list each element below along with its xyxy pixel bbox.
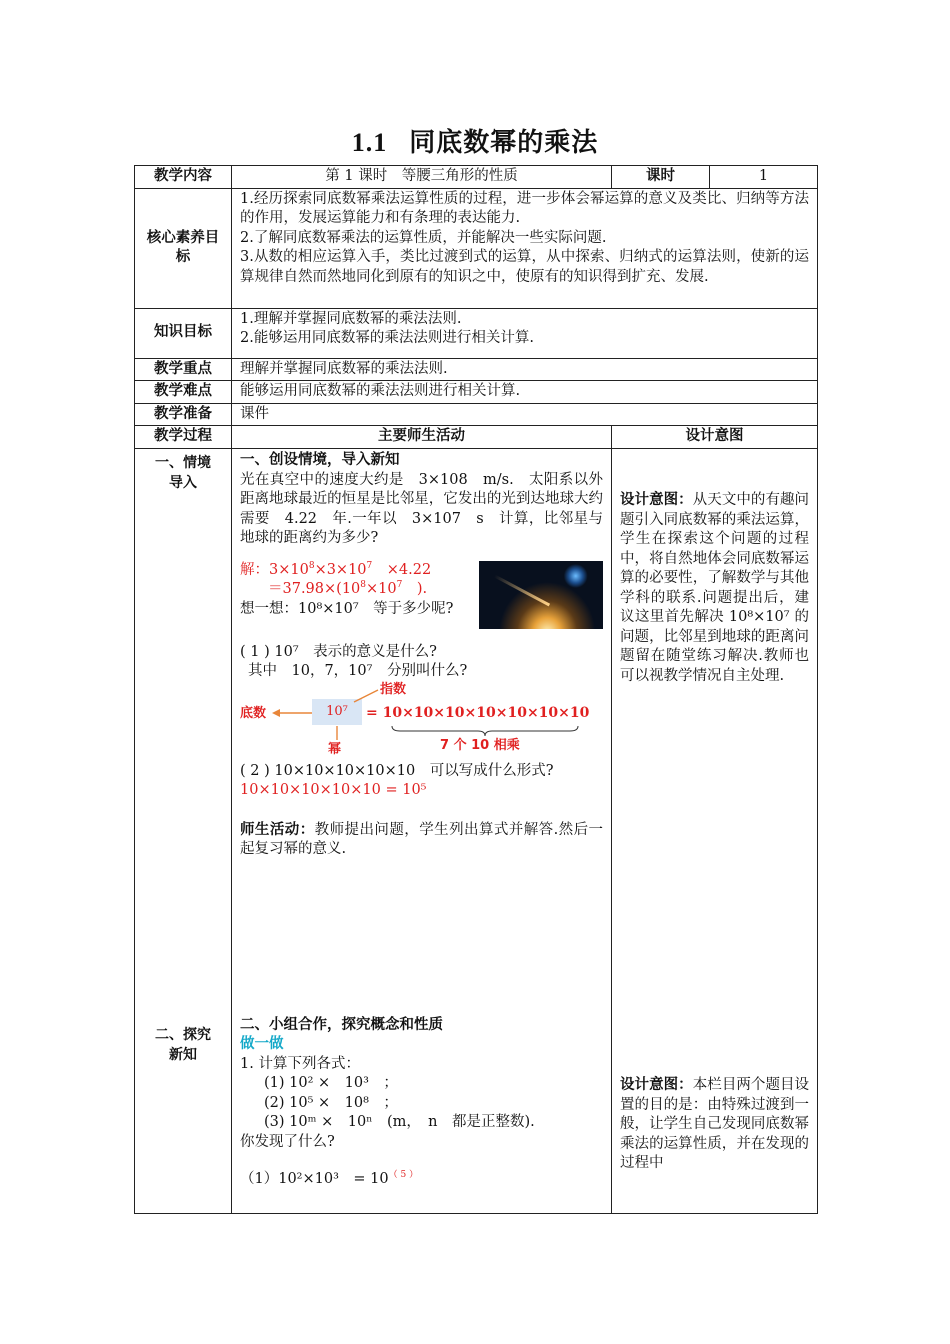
think-question: 想一想：10⁸×10⁷ 等于多少呢?	[240, 600, 454, 617]
stage2-item-1: (1) 10² × 10³ ；	[264, 1075, 398, 1091]
stage1-problem: 光在真空中的速度大约是 3×108 m/s. 太阳系以外距离地球最近的恒星是比邻星，它发出的光到达地球大约需要 4.22 年.一年以 3×107 s 计算，比邻星与地球的距离约为多少?	[240, 471, 604, 546]
core-label: 核心素养目标	[135, 188, 232, 308]
title-number: 1.1	[351, 128, 388, 157]
answer-fill: （ 5 ）	[388, 1170, 419, 1181]
question-2-answer: 10×10×10×10×10 = 10⁵	[240, 782, 427, 798]
knowledge-goal-2: 2.能够运用同底数幂的乘法法则进行相关计算.	[240, 330, 534, 346]
exponent-label: 指数	[380, 681, 407, 697]
stage2-item-2: (2) 10⁵ × 10⁸ ；	[264, 1094, 398, 1111]
knowledge-label: 知识目标	[135, 308, 232, 358]
stage1-intent: 设计意图：从天文中的有趣问题引入同底数幂的乘法运算，学生在探索这个问题的过程中，将自然地体会同底数幂运算的必要性，了解数学与其他学科的联系.问题提出后，建议这里首先解决 10⁸×10⁷ 的问题，比邻星到地球的距离问题留在随堂练习解决.教师也可以视教学情况自主处理.	[620, 492, 810, 684]
exponent-arrow	[352, 686, 382, 704]
expansion: = 10×10×10×10×10×10×10	[366, 704, 590, 721]
stage2-heading: 二、小组合作，探究概念和性质	[240, 1016, 443, 1033]
hours-label: 课时	[612, 166, 710, 189]
base-label: 底数	[240, 705, 267, 721]
core-goal-2: 2.了解同底数幂乘法的运算性质，并能解决一些实际问题.	[240, 229, 607, 246]
key-point-value: 理解并掌握同底数幂的乘法法则.	[232, 358, 818, 381]
count-label: 7 个 10 相乘	[440, 737, 520, 753]
core-goals	[232, 188, 818, 308]
stage2-intent: 设计意图：本栏目两个题目设置的目的是：由特殊过渡到一般，让学生自己发现同底数幂乘法的运算性质，并在发现的过程中	[620, 1077, 810, 1171]
process-label: 教学过程	[135, 426, 232, 449]
power-diagram	[240, 681, 603, 762]
stage1-name: 一、情境导入	[155, 455, 211, 491]
content-label: 教学内容	[135, 166, 232, 189]
stage2-item-3: (3) 10ᵐ × 10ⁿ (m， n 都是正整数).	[264, 1114, 535, 1130]
stage2-name: 二、探究新知	[155, 1027, 211, 1063]
intent-header: 设计意图	[612, 426, 818, 449]
stage1-heading: 一、创设情境，导入新知	[240, 452, 400, 468]
stage2-question: 你发现了什么?	[240, 1133, 335, 1150]
question-2: ( 2 ) 10×10×10×10×10 可以写成什么形式?	[240, 762, 554, 779]
activity-note: 师生活动：教师提出问题，学生列出算式并解答.然后一起复习幂的意义.	[240, 821, 604, 857]
core-goal-1: 1.经历探索同底数幂乘法运算性质的过程，进一步体会幂运算的意义及类比、归纳等方法的作用，发展运算能力和有条理的表达能力.	[240, 190, 810, 226]
question-1b: 其中 10，7，10⁷ 分别叫什么?	[248, 663, 468, 679]
difficulty-label: 教学难点	[135, 381, 232, 404]
solution-line-2: $=37.98\times(10^8\times 10^7$ ).	[268, 580, 428, 597]
knowledge-goals	[232, 308, 818, 358]
core-goal-3: 3.从数的相应运算入手，类比过渡到式的运算，从中探索、归纳式的运算法则，使新的运算规律自然而然地同化到原有的知识之中，使原有的知识得到扩充、发展.	[240, 249, 810, 285]
prep-label: 教学准备	[135, 403, 232, 426]
content-value: 第 1 课时 等腰三角形的性质	[232, 166, 612, 189]
stage2-subheading: 做一做	[240, 1036, 284, 1052]
left-arrow	[272, 707, 314, 719]
prep-value: 课件	[232, 403, 818, 426]
power-label: 幂	[328, 741, 342, 757]
knowledge-goal-1: 1.理解并掌握同底数幂的乘法法则.	[240, 310, 462, 327]
solution-line-1: 解：$3\times 10^8\times 3\times 10^7$ ×4.22	[240, 560, 432, 578]
activity-header: 主要师生活动	[232, 426, 612, 449]
title-text: 同底数幂的乘法	[409, 128, 599, 158]
stage2-task: 1. 计算下列各式：	[240, 1055, 360, 1072]
question-1: ( 1 ) 10⁷ 表示的意义是什么?	[240, 643, 437, 660]
space-image	[479, 561, 603, 629]
power-box: 10⁷	[312, 699, 362, 725]
page-title	[0, 122, 950, 159]
difficulty-value: 能够运用同底数幂的乘法法则进行相关计算.	[232, 381, 818, 404]
lesson-plan-table	[134, 165, 818, 1214]
key-point-label: 教学重点	[135, 358, 232, 381]
hours-value: 1	[710, 166, 818, 189]
stage2-answer: （1）10²×10³ = $10^{( 5 )}$	[240, 1170, 419, 1187]
